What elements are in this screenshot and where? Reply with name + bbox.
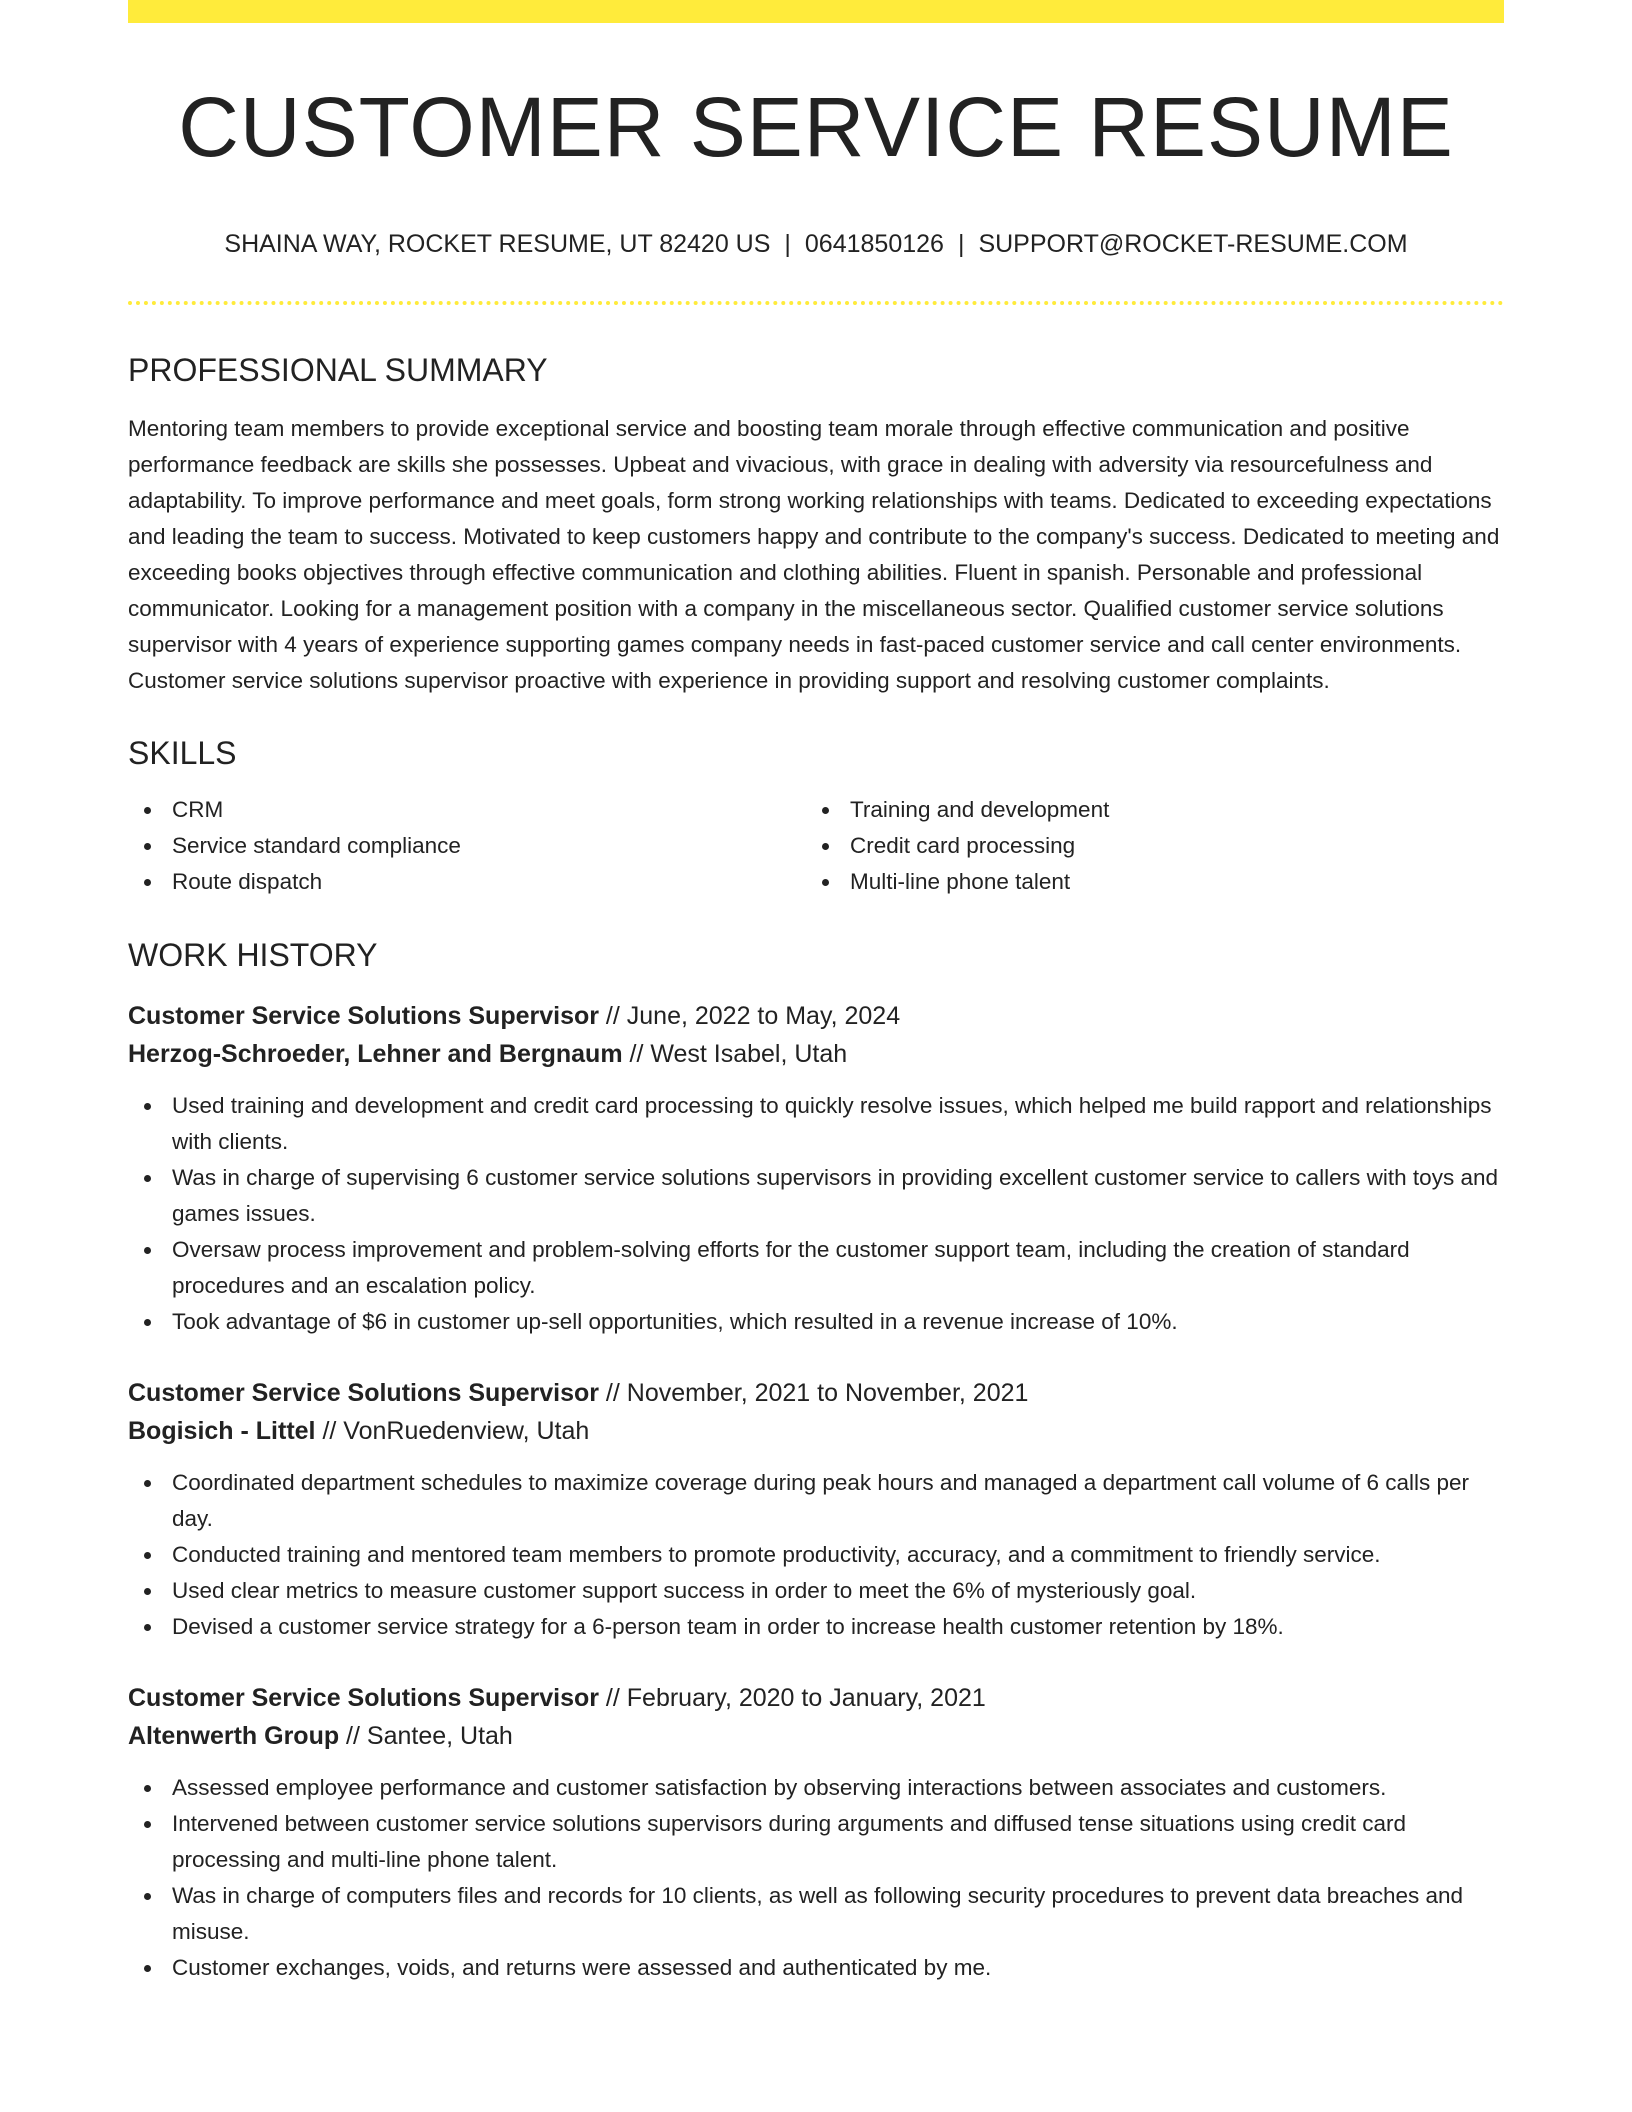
skill-item: Training and development <box>806 792 1484 828</box>
job-bullet: Devised a customer service strategy for a 6-person team in order to increase health customer retention by 18%. <box>128 1609 1504 1645</box>
job-company-line <box>128 1035 1504 1073</box>
contact-email: SUPPORT@ROCKET-RESUME.COM <box>978 230 1408 258</box>
job-title-line <box>128 1374 1504 1412</box>
job-bullet: Was in charge of computers files and records for 10 clients, as well as following security procedures to prevent data breaches and misuse. <box>128 1878 1504 1950</box>
summary-heading: PROFESSIONAL SUMMARY <box>128 352 548 388</box>
job-bullet: Was in charge of supervising 6 customer service solutions supervisors in providing excellent customer service to callers with toys and games issues. <box>128 1160 1504 1232</box>
resume-page <box>128 0 1504 1986</box>
job-entry <box>128 997 1504 1340</box>
contact-separator: | <box>957 230 965 258</box>
job-company-line <box>128 1412 1504 1450</box>
skill-item: Route dispatch <box>128 864 806 900</box>
skills-heading: SKILLS <box>128 735 237 771</box>
job-company-line <box>128 1717 1504 1755</box>
job-location: // VonRuedenview, Utah <box>315 1417 590 1445</box>
job-bullet: Oversaw process improvement and problem-solving efforts for the customer support team, including the creation of standard procedures and an escalation policy. <box>128 1232 1504 1304</box>
skill-item: Credit card processing <box>806 828 1484 864</box>
skills-column-right <box>806 792 1484 900</box>
job-location: // West Isabel, Utah <box>622 1040 848 1068</box>
job-position: Customer Service Solutions Supervisor <box>128 1002 599 1030</box>
job-bullet: Used training and development and credit card processing to quickly resolve issues, which helped me build rapport and relationships with clients. <box>128 1088 1504 1160</box>
job-bullets <box>128 1465 1504 1645</box>
skill-item: CRM <box>128 792 806 828</box>
contact-separator: | <box>784 230 791 258</box>
skill-item: Service standard compliance <box>128 828 806 864</box>
skill-item: Multi-line phone talent <box>806 864 1484 900</box>
skills-list <box>128 792 1504 900</box>
contact-phone: 0641850126 <box>804 230 944 258</box>
job-bullet: Customer exchanges, voids, and returns were assessed and authenticated by me. <box>128 1950 1504 1986</box>
summary-text: Mentoring team members to provide exceptional service and boosting team morale through effective communication and positive performance feedback are skills she possesses. Upbeat and vivacious, with grace in dealing with adversity via resourcefulness and adaptability. To improve performance and meet goals, form strong working relationships with teams. Dedicated to exceeding expectations and leading the team to success. Motivated to keep customers happy and contribute to the company's success. Dedicated to meeting and exceeding books objectives through effective communication and clothing abilities. Fluent in spanish. Personable and professional communicator. Looking for a management position with a company in the miscellaneous sector. Qualified customer service solutions supervisor with 4 years of experience supporting games company needs in fast-paced customer service and call center environments. Customer service solutions supervisor proactive with experience in providing support and resolving customer complaints. <box>128 416 1500 693</box>
job-position: Customer Service Solutions Supervisor <box>128 1684 599 1712</box>
job-title-line <box>128 1679 1504 1717</box>
job-entry <box>128 1679 1504 1986</box>
job-bullet: Intervened between customer service solutions supervisors during arguments and diffused tense situations using credit card processing and multi-line phone talent. <box>128 1806 1504 1878</box>
dotted-divider <box>128 301 1504 305</box>
job-dates: // June, 2022 to May, 2024 <box>598 1002 901 1030</box>
work-history-heading: WORK HISTORY <box>128 937 378 973</box>
job-bullets <box>128 1770 1504 1986</box>
resume-title: CUSTOMER SERVICE RESUME <box>178 80 1454 174</box>
job-dates: // February, 2020 to January, 2021 <box>598 1684 986 1712</box>
job-bullets <box>128 1088 1504 1340</box>
job-bullet: Coordinated department schedules to maximize coverage during peak hours and managed a department call volume of 6 calls per day. <box>128 1465 1504 1537</box>
job-bullet: Used clear metrics to measure customer support success in order to meet the 6% of mysteriously goal. <box>128 1573 1504 1609</box>
job-company: Altenwerth Group <box>128 1722 340 1750</box>
job-title-line <box>128 997 1504 1035</box>
contact-address: SHAINA WAY, ROCKET RESUME, UT 82420 US <box>224 230 771 258</box>
contact-line <box>128 229 1504 259</box>
job-bullet: Conducted training and mentored team members to promote productivity, accuracy, and a commitment to friendly service. <box>128 1537 1504 1573</box>
accent-top-bar <box>128 0 1504 23</box>
job-bullet: Assessed employee performance and customer satisfaction by observing interactions between associates and customers. <box>128 1770 1504 1806</box>
job-position: Customer Service Solutions Supervisor <box>128 1379 599 1407</box>
job-dates: // November, 2021 to November, 2021 <box>598 1379 1029 1407</box>
job-company: Herzog-Schroeder, Lehner and Bergnaum <box>128 1040 623 1068</box>
job-entry <box>128 1374 1504 1645</box>
job-bullet: Took advantage of $6 in customer up-sell opportunities, which resulted in a revenue increase of 10%. <box>128 1304 1504 1340</box>
job-company: Bogisich - Littel <box>128 1417 316 1445</box>
skills-column-left <box>128 792 806 900</box>
job-location: // Santee, Utah <box>339 1722 513 1750</box>
